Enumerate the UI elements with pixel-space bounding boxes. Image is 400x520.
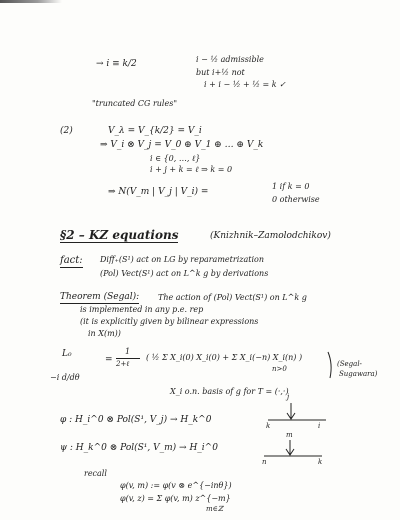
- psi-diagram-left: n: [262, 458, 267, 466]
- derivative-relation: −i d/dθ: [50, 373, 80, 382]
- eq2-line4: i + j + k = ℓ ⇒ k = 0: [150, 165, 233, 174]
- segal-note-1: (Segal-: [337, 360, 362, 368]
- segal-bracket: [328, 352, 331, 378]
- segal-note-2: Sugawara): [339, 370, 378, 378]
- recall-line-2: φ(v, z) = Σ φ(v, m) z^{−m}: [120, 494, 231, 503]
- eq2-case-1: 1 if k = 0: [272, 182, 310, 191]
- eq2-line2: ⇒ V_i ⊗ V_j = V_0 ⊕ V_1 ⊕ … ⊕ V_k: [100, 140, 264, 150]
- psi-map: ψ : H_k^0 ⊗ Pol(S¹, V_m) → H_i^0: [60, 443, 218, 453]
- top-condition: → i ≡ k/2: [96, 59, 137, 69]
- sugawara-expression: ( ½ Σ X_i(0) X_i(0) + Σ X_i(−n) X_i(n) ): [146, 353, 303, 362]
- l0-equals: =: [105, 355, 113, 365]
- phi-map: φ : H_i^0 ⊗ Pol(S¹, V_j) → H_k^0: [60, 415, 212, 425]
- theorem-label: Theorem (Segal):: [60, 292, 140, 302]
- theorem-line-1: The action of (Pol) Vect(S¹) on L^k g: [158, 293, 307, 302]
- top-not-admissible: but i+½ not: [196, 68, 245, 77]
- fact-label: fact:: [60, 255, 83, 266]
- eq2-case-2: 0 otherwise: [272, 195, 320, 204]
- basis-description: X_i o.n. basis of g for T = (·,·): [170, 387, 289, 396]
- fact-line-2: (Pol) Vect(S¹) act on L^k g by derivations: [100, 269, 269, 278]
- fraction-denominator: 2+ℓ: [116, 360, 130, 368]
- eq2-number: (2): [60, 126, 73, 136]
- phi-diagram-right: i: [318, 422, 321, 430]
- phi-diagram-top: j: [287, 393, 290, 401]
- l0-symbol: L₀: [62, 349, 72, 359]
- top-admissible: i − ½ admissible: [196, 55, 264, 64]
- theorem-line-2: is implemented in any p.e. rep: [80, 305, 204, 314]
- psi-diagram-top: m: [286, 431, 293, 439]
- fact-line-1: Diff₊(S¹) act on LG by reparametrization: [100, 255, 264, 264]
- recall-label: recall: [84, 469, 107, 478]
- top-sum-check: i + i − ½ + ½ = k ✓: [204, 80, 286, 89]
- section-subtitle: (Knizhnik–Zamolodchikov): [210, 231, 331, 241]
- eq2-line3: i ∈ {0, …, ℓ}: [150, 154, 201, 163]
- psi-diagram-right: k: [318, 458, 323, 466]
- phi-diagram-left: k: [266, 422, 271, 430]
- eq2-multiplicity: ⇒ N(V_m | V_j | V_i) =: [108, 187, 209, 197]
- fraction-numerator: 1: [125, 347, 131, 356]
- section-heading: §2 – KZ equations: [60, 228, 179, 242]
- recall-line-1: φ(v, m) := φ(v ⊗ e^{−inθ}): [120, 481, 232, 490]
- sum-subscript: n>0: [272, 365, 287, 373]
- theorem-line-3: (it is explicitly given by bilinear expressions: [80, 317, 259, 326]
- recall-sum-subscript: m∈ℤ: [206, 505, 223, 513]
- theorem-line-4: in X(m)): [88, 329, 121, 338]
- truncated-cg-label: "truncated CG rules": [92, 99, 177, 108]
- eq2-line1: V_λ = V_{k/2} = V_i: [108, 126, 202, 136]
